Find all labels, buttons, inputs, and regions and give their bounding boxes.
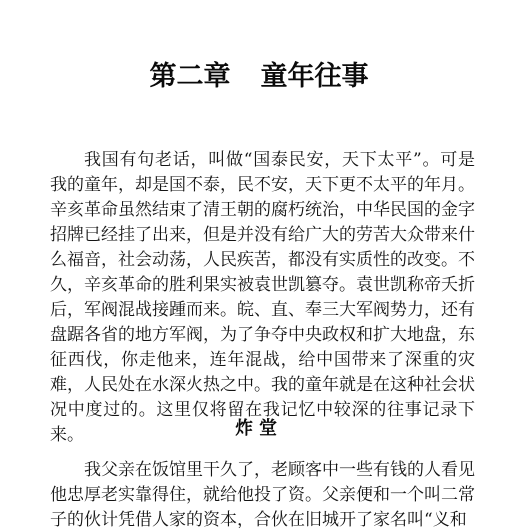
paragraph: 我国有句老话，叫做“国泰民安，天下太平”。可是我的童年，却是国不泰，民不安，天下更不太平的年月。辛亥革命虽然结束了清王朝的腐朽统治，中华民国的金字招牌已经挂了出来，但是并没有给广大的劳苦大众带来什么福音，社会动荡，人民疾苦，都没有实质性的改变。不久，辛亥革命的胜利果实被袁世凯篡夺。袁世凯称帝夭折后，军阀混战接踵而来。皖、直、奉三大军阀势力，还有盘踞各省的地方军阀，为了争夺中央政权和扩大地盘，东征西伐，你走他来，连年混战，给中国带来了深重的灾难，人民处在水深火热之中。我的童年就是在这种社会状况中度过的。这里仅将留在我记忆中较深的往事记录下来。 (50, 150, 475, 445)
section-heading: 炸堂 (235, 418, 283, 439)
section-paragraph-block (50, 458, 475, 528)
chapter-intro-paragraph-block (50, 148, 475, 448)
chapter-title (0, 60, 518, 94)
chapter-name: 童年往事 (260, 61, 369, 92)
paragraph: 我父亲在饭馆里干久了，老顾客中一些有钱的人看见他忠厚老实靠得住，就给他投了资。父亲便和一个叫二常子的伙计凭借人家的资本，合伙在旧城开了家名叫“义和 (50, 460, 475, 528)
chapter-number: 第二章 (149, 61, 231, 92)
